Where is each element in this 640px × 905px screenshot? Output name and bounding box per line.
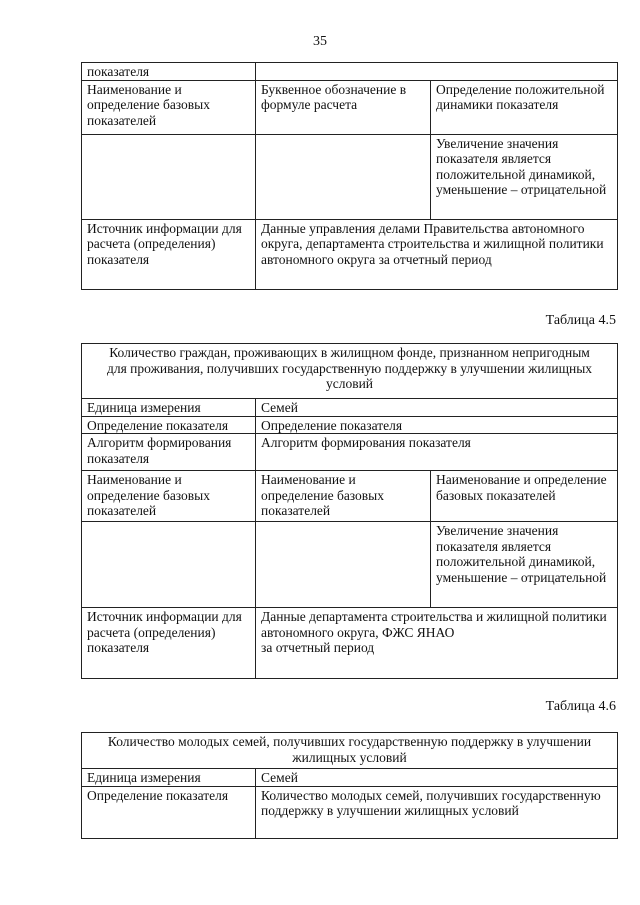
source-value (256, 608, 618, 679)
table-row (82, 769, 618, 787)
empty-cell (82, 134, 256, 219)
definition-label: Определение показателя (82, 786, 256, 838)
positive-dynamics-label: Определение положительной динамики показателя (431, 80, 618, 134)
table-row (82, 63, 618, 81)
table-row (82, 733, 618, 769)
positive-dynamics-value: Увеличение значения показателя является положительной динамикой, уменьшение – отрицательной (431, 134, 618, 219)
table-row (82, 434, 618, 471)
base-indicators-value: Наименование и определение базовых показателей (431, 471, 618, 522)
unit-value: Семей (256, 769, 618, 787)
source-value: Данные управления делами Правительства автономного округа, департамента строительства и жилищной политики автономного округа за отчетный период (256, 219, 618, 289)
table-row (82, 80, 618, 134)
table-row (82, 219, 618, 289)
table-row (82, 786, 618, 838)
source-label: Источник информации для расчета (определения) показателя (82, 219, 256, 289)
unit-label: Единица измерения (82, 769, 256, 787)
empty-cell (256, 134, 431, 219)
definition-label: Определение показателя (82, 416, 256, 434)
table-4-6 (81, 732, 618, 839)
positive-dynamics-value: Увеличение значения показателя является положительной динамикой, уменьшение – отрицательной (431, 522, 618, 608)
table-4-6-caption: Таблица 4.6 (545, 699, 616, 714)
definition-value: Определение показателя (256, 416, 618, 434)
continued-label-cell: показателя (82, 63, 256, 81)
empty-cell (256, 522, 431, 608)
table-row (82, 522, 618, 608)
table-4-5-caption: Таблица 4.5 (545, 313, 616, 328)
base-indicators-value: Наименование и определение базовых показателей (256, 471, 431, 522)
table-row (82, 608, 618, 679)
source-value-line: за отчетный период (261, 640, 375, 655)
source-value-line: Данные департамента строительства и жилищной политики автономного округа, ФЖС ЯНАО (261, 609, 607, 640)
base-indicators-label: Наименование и определение базовых показателей (82, 80, 256, 134)
unit-label: Единица измерения (82, 399, 256, 417)
table-row (82, 416, 618, 434)
source-label: Источник информации для расчета (определения) показателя (82, 608, 256, 679)
definition-value: Количество молодых семей, получивших государственную поддержку в улучшении жилищных условий (256, 786, 618, 838)
formula-letter-label: Буквенное обозначение в формуле расчета (256, 80, 431, 134)
table-4-5 (81, 343, 618, 679)
algorithm-label: Алгоритм формирования показателя (82, 434, 256, 471)
table-row (82, 399, 618, 417)
table-title: Количество граждан, проживающих в жилищном фонде, признанном непригодным для проживания, получивших государственную поддержку в улучшении жилищных условий (82, 344, 618, 399)
page-number: 35 (313, 34, 327, 49)
table-title: Количество молодых семей, получивших государственную поддержку в улучшении жилищных условий (82, 733, 618, 769)
empty-cell (82, 522, 256, 608)
table-row (82, 471, 618, 522)
table-row (82, 344, 618, 399)
algorithm-value: Алгоритм формирования показателя (256, 434, 618, 471)
unit-value: Семей (256, 399, 618, 417)
empty-cell (256, 63, 618, 81)
continued-indicator-table (81, 62, 618, 290)
base-indicators-label: Наименование и определение базовых показателей (82, 471, 256, 522)
table-row (82, 134, 618, 219)
